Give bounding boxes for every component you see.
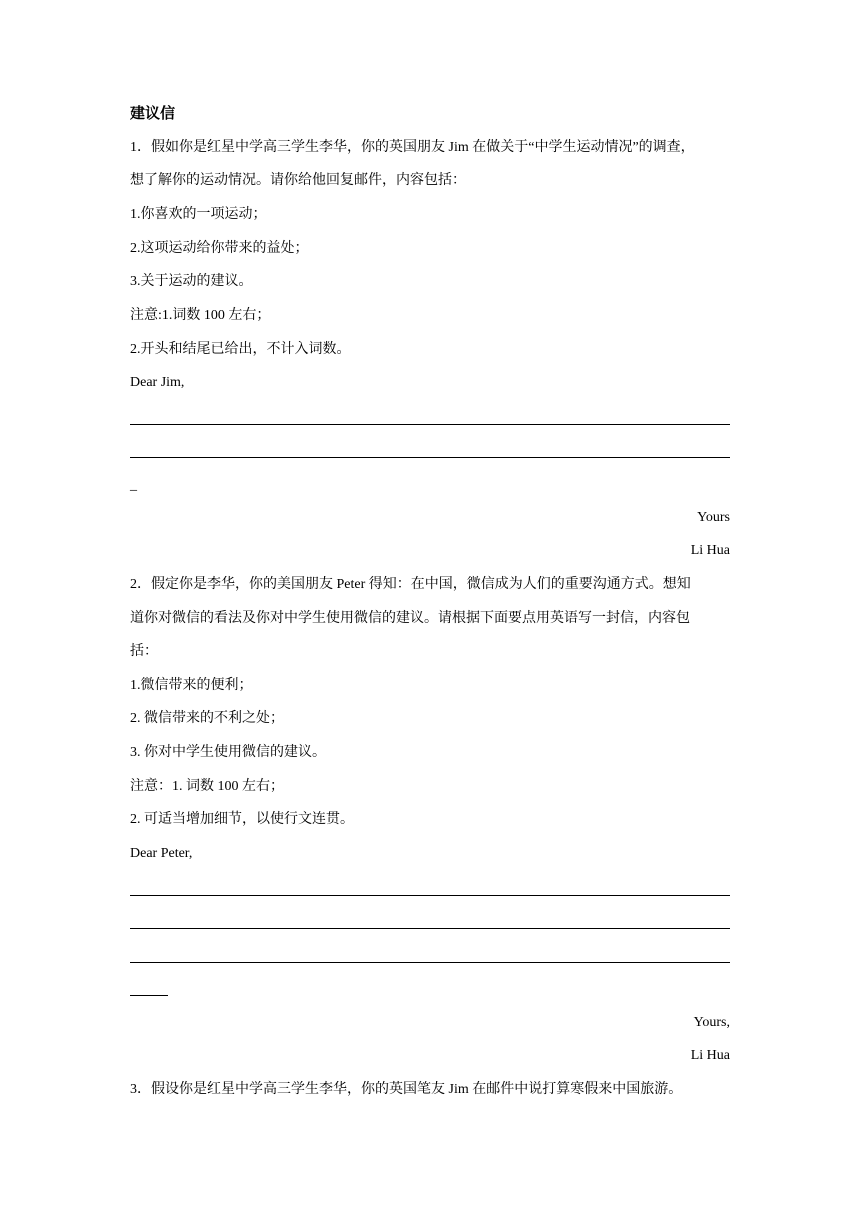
q2-point-1: 1.微信带来的便利； [130,678,253,693]
q2-answer-line-3 [130,962,730,963]
q2-greeting: Dear Peter, [130,846,193,861]
q1-note-1: 注意:1.词数 100 左右； [130,308,271,323]
q1-point-3: 3.关于运动的建议。 [130,274,253,289]
q2-closing: Yours, [693,1015,730,1030]
q1-prompt-line-1: 1．假如你是红星中学高三学生李华，你的英国朋友 Jim 在做关于“中学生运动情况”的调查， [130,140,695,155]
q1-prompt-line-2: 想了解你的运动情况。请你给他回复邮件，内容包括： [130,173,466,188]
document-title: 建议信 [130,106,176,122]
q1-note-2: 2.开头和结尾已给出，不计入词数。 [130,342,351,357]
q1-point-1: 1.你喜欢的一项运动； [130,207,267,222]
q1-answer-line-2 [130,457,730,458]
q2-prompt-line-1: 2．假定你是李华，你的美国朋友 Peter 得知：在中国，微信成为人们的重要沟通方式。想知 [130,577,691,592]
q2-answer-line-end [130,995,168,996]
q2-note-2: 2. 可适当增加细节，以使行文连贯。 [130,812,354,827]
q3-prompt-line-1: 3．假设你是红星中学高三学生李华，你的英国笔友 Jim 在邮件中说打算寒假来中国旅游。 [130,1082,683,1097]
q1-closing: Yours [697,510,730,525]
q2-note-1: 注意：1. 词数 100 左右； [130,779,284,794]
q2-point-2: 2. 微信带来的不利之处； [130,711,284,726]
q2-signature: Li Hua [690,1048,730,1063]
q1-signature: Li Hua [690,543,730,558]
q1-greeting: Dear Jim, [130,375,185,390]
q2-answer-line-2 [130,928,730,929]
q2-prompt-line-2: 道你对微信的看法及你对中学生使用微信的建议。请根据下面要点用英语写一封信，内容包 [130,611,690,626]
q2-prompt-line-3: 括： [130,644,158,659]
q1-answer-line-1 [130,424,730,425]
q1-point-2: 2.这项运动给你带来的益处； [130,241,309,256]
q1-answer-line-end: _ [130,478,137,493]
q2-point-3: 3. 你对中学生使用微信的建议。 [130,745,326,760]
q2-answer-line-1 [130,895,730,896]
